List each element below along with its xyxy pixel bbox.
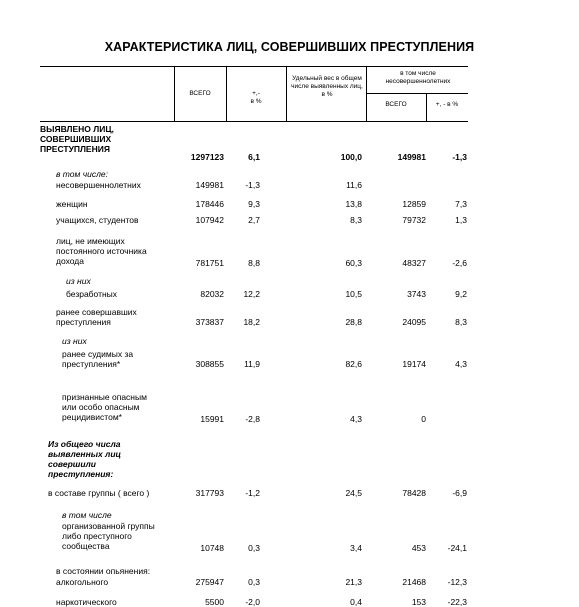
row-value: 781751 (195, 258, 224, 268)
row-value: 308855 (195, 359, 224, 369)
row-label: алкогольного (56, 577, 109, 587)
row-value: -1,3 (452, 152, 467, 162)
row-value: 317793 (195, 488, 224, 498)
row-value: 107942 (195, 215, 224, 225)
row-value: 12859 (402, 199, 426, 209)
row-value: 153 (411, 597, 426, 607)
row-value: 3,4 (350, 543, 362, 553)
row-value: 82032 (200, 289, 224, 299)
row-value: 1297123 (190, 152, 224, 162)
row-value: -12,3 (447, 577, 467, 587)
header-change: +,- в % (250, 90, 262, 105)
row-value: 60,3 (345, 258, 362, 268)
row-value: 2,7 (248, 215, 260, 225)
row-label: наркотического (56, 597, 117, 607)
row-value: 4,3 (455, 359, 467, 369)
row-value: 10748 (200, 543, 224, 553)
row-value: 9,2 (455, 289, 467, 299)
row-label: в составе группы ( всего ) (48, 488, 150, 498)
row-value: 19174 (402, 359, 426, 369)
header-divider (366, 66, 367, 122)
row-value: 12,2 (243, 289, 260, 299)
row-label: ранее судимых за преступления* (62, 349, 134, 369)
row-value: 13,8 (345, 199, 362, 209)
row-label: несовершеннолетних (56, 180, 141, 190)
header-minors-group: в том числе несовершеннолетних (385, 70, 451, 85)
row-value: -24,1 (447, 543, 467, 553)
row-label: ВЫЯВЛЕНО ЛИЦ, СОВЕРШИВШИХ ПРЕСТУПЛЕНИЯ (40, 124, 114, 154)
row-value: 11,9 (244, 359, 260, 369)
row-value: 275947 (195, 577, 224, 587)
row-value: 21,3 (345, 577, 362, 587)
row-label: лиц, не имеющих постоянного источника дохода (56, 236, 147, 266)
row-label: женщин (56, 199, 88, 209)
row-value: -22,3 (447, 597, 467, 607)
header-top-rule (40, 66, 468, 67)
row-value: -1,2 (245, 488, 260, 498)
row-label: признанные опасным или особо опасным рецидивистом* (62, 392, 147, 422)
row-value: 8,3 (350, 215, 362, 225)
row-value: -2,6 (452, 258, 467, 268)
row-value: 1,3 (455, 215, 467, 225)
row-value: 18,2 (243, 317, 260, 327)
row-value: 24095 (402, 317, 426, 327)
header-total: ВСЕГО (189, 90, 211, 97)
row-value: 0,3 (248, 577, 260, 587)
row-value: 6,1 (248, 152, 260, 162)
row-value: 9,3 (248, 199, 260, 209)
row-value: 24,5 (345, 488, 362, 498)
row-value: 4,3 (350, 414, 362, 424)
header-minors-total: ВСЕГО (385, 101, 407, 108)
row-value: 0 (421, 414, 426, 424)
row-value: 0,4 (350, 597, 362, 607)
row-value: 7,3 (455, 199, 467, 209)
row-value: 10,5 (345, 289, 362, 299)
row-value: 15991 (200, 414, 224, 424)
table-header (40, 66, 468, 122)
row-value: 8,3 (455, 317, 467, 327)
row-value: -2,0 (245, 597, 260, 607)
header-bottom-rule (40, 121, 468, 122)
row-value: 100,0 (340, 152, 362, 162)
row-label: в том числе: (56, 169, 108, 179)
row-label: из них (62, 336, 87, 346)
row-value: 28,8 (345, 317, 362, 327)
page-title: ХАРАКТЕРИСТИКА ЛИЦ, СОВЕРШИВШИХ ПРЕСТУПЛЕНИЯ (104, 40, 475, 54)
row-value: 453 (411, 543, 426, 553)
row-value: 11,6 (346, 180, 362, 190)
row-value: 0,3 (248, 543, 260, 553)
row-label: в состоянии опьянения: (56, 566, 151, 576)
row-value: 48327 (402, 258, 426, 268)
row-label: ранее совершавших преступления (56, 307, 137, 327)
row-value: 3743 (407, 289, 426, 299)
row-value: -2,8 (245, 414, 260, 424)
header-minors-rule (366, 93, 468, 94)
row-value: 178446 (195, 199, 224, 209)
row-value: -1,3 (245, 180, 260, 190)
row-value: 373837 (195, 317, 224, 327)
row-value: 8,8 (248, 258, 260, 268)
row-value: 5500 (205, 597, 224, 607)
row-label: из них (66, 276, 91, 286)
row-value: -6,9 (452, 488, 467, 498)
row-value: 78428 (402, 488, 426, 498)
row-value: 82,6 (345, 359, 362, 369)
row-value: 79732 (402, 215, 426, 225)
row-label: организованной группы либо преступного сообщества (62, 521, 155, 551)
row-label: Из общего числа выявленных лиц совершили преступления: (48, 439, 122, 479)
header-minors-change: +, - в % (435, 101, 459, 108)
row-label: учащихся, студентов (56, 215, 139, 225)
row-value: 149981 (195, 180, 224, 190)
row-value: 149981 (397, 152, 426, 162)
row-label: в том числе (62, 510, 112, 520)
row-value: 21468 (402, 577, 426, 587)
header-divider (286, 66, 287, 122)
header-share: Удельный вес в общем числе выявленных лиц, в % (291, 75, 363, 98)
row-label: безработных (66, 289, 118, 299)
